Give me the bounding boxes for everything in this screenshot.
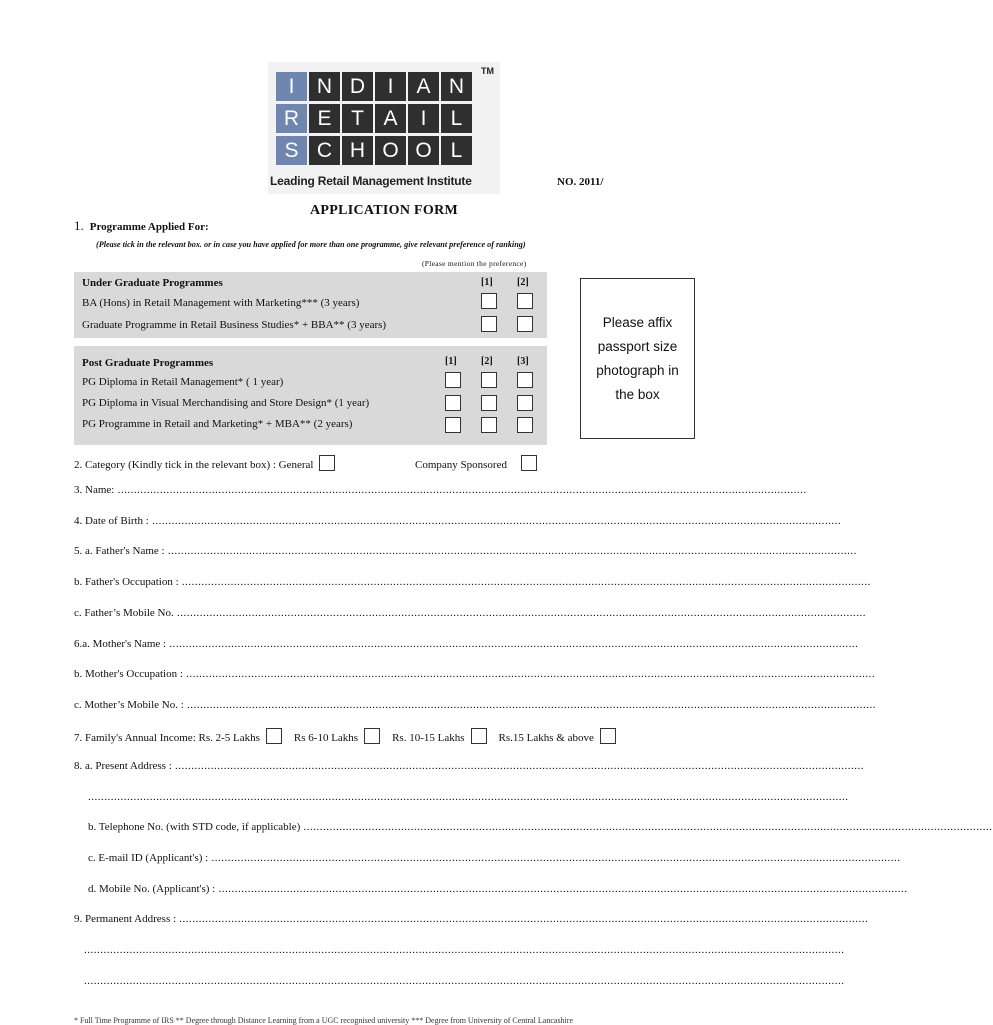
name-field[interactable] [74,484,807,496]
ug-grad-pref-1-checkbox[interactable] [481,316,497,332]
logo-letter-grid [276,72,472,165]
pg-rm-pref-3-checkbox[interactable] [517,372,533,388]
permanent-address-label: 9. Permanent Address : [74,913,177,925]
income-10-15-checkbox[interactable] [471,728,487,744]
category-label: 2. Category (Kindly tick in the relevant box) : General [74,459,314,471]
permanent-address-field[interactable] [74,913,869,925]
father-name-dotted-line: .................................................................................................................................................................................................................... [164,545,857,557]
logo-letter: I [276,72,307,101]
permanent-address-line-2[interactable] [84,944,845,956]
logo-letter: C [309,136,340,165]
father-name-field[interactable] [74,545,857,557]
ug-heading: Under Graduate Programmes [82,277,223,289]
logo-letter: L [441,136,472,165]
ug-item-graduate-programme: Graduate Programme in Retail Business Studies* + BBA** (3 years) [82,319,387,331]
present-address-dotted-line: .................................................................................................................................................................................................................... [171,760,865,772]
ug-ba-pref-2-checkbox[interactable] [517,293,533,309]
father-occupation-field[interactable] [74,576,871,588]
father-mobile-label: c. Father’s Mobile No. [74,607,174,619]
present-address-line-2[interactable] [88,791,849,803]
pg-vm-pref-1-checkbox[interactable] [445,395,461,411]
mother-name-field[interactable] [74,638,859,650]
father-name-label: 5. a. Father's Name : [74,545,165,557]
mother-mobile-field[interactable] [74,699,877,711]
pg-rm-pref-2-checkbox[interactable] [481,372,497,388]
logo-letter: I [375,72,406,101]
pg-rmk-pref-3-checkbox[interactable] [517,417,533,433]
mother-name-label: 6.a. Mother's Name : [74,638,167,650]
category-general-checkbox[interactable] [319,455,335,471]
permanent-address-dotted-line-3: .......................................................................................................................................................................................................................................... [84,975,845,987]
telephone-dotted-line: .................................................................................................................................................................................................................... [300,821,993,833]
email-label: c. E-mail ID (Applicant's) : [88,852,209,864]
father-mobile-dotted-line: .................................................................................................................................................................................................................... [173,607,866,619]
logo-letter: A [408,72,439,101]
school-logo [268,62,500,194]
pg-heading: Post Graduate Programmes [82,357,214,369]
passport-photo-box[interactable] [580,278,695,439]
logo-letter: D [342,72,373,101]
email-dotted-line: .................................................................................................................................................................................................................... [208,852,901,864]
name-dotted-line: .................................................................................................................................................................................................................... [114,484,807,496]
photo-box-instruction: Please affix passport size photograph in the box [596,314,679,402]
ug-programmes-panel [74,272,547,338]
footer-note: * Full Time Programme of IRS ** Degree through Distance Learning from a UGC recognised university *** Degree from University of Central Lancashire [74,1016,573,1025]
income-15-plus-label: Rs.15 Lakhs & above [498,732,594,744]
dob-label: 4. Date of Birth : [74,515,149,527]
pg-rmk-pref-2-checkbox[interactable] [481,417,497,433]
mother-mobile-label: c. Mother’s Mobile No. : [74,699,184,711]
category-company-checkbox[interactable] [521,455,537,471]
permanent-address-dotted-line: .................................................................................................................................................................................................................... [176,913,869,925]
present-address-dotted-line-2: .......................................................................................................................................................................................................................................... [88,791,849,803]
section-number: 1. [74,218,84,233]
telephone-label: b. Telephone No. (with STD code, if applicable) [88,821,301,833]
permanent-address-line-3[interactable] [84,975,845,987]
father-occupation-dotted-line: .................................................................................................................................................................................................................... [178,576,871,588]
logo-tagline: Leading Retail Management Institute [270,174,472,188]
trademark-mark: TM [481,66,494,76]
income-label: 7. Family's Annual Income: Rs. 2-5 Lakhs [74,732,260,744]
present-address-label: 8. a. Present Address : [74,760,172,772]
ug-grad-pref-2-checkbox[interactable] [517,316,533,332]
income-6-10-label: Rs 6-10 Lakhs [293,732,359,744]
preference-note: (Please mention the preference) [422,259,527,268]
pg-rm-pref-1-checkbox[interactable] [445,372,461,388]
logo-letter: O [408,136,439,165]
pg-item-retail-management: PG Diploma in Retail Management* ( 1 year) [82,376,284,388]
email-field[interactable] [88,852,901,864]
pg-col-2: [2] [481,356,493,367]
logo-letter: A [375,104,406,133]
income-15-plus-checkbox[interactable] [600,728,616,744]
mother-occupation-dotted-line: .................................................................................................................................................................................................................... [182,668,876,680]
pg-rmk-pref-1-checkbox[interactable] [445,417,461,433]
programme-instruction: (Please tick in the relevant box. or in case you have applied for more than one programme, give relevant preference of ranking) [96,240,526,249]
father-occupation-label: b. Father's Occupation : [74,576,179,588]
logo-letter: N [309,72,340,101]
ug-ba-pref-1-checkbox[interactable] [481,293,497,309]
pg-programmes-panel [74,346,547,445]
logo-letter: L [441,104,472,133]
category-row [74,455,341,471]
mother-name-dotted-line: .................................................................................................................................................................................................................... [166,638,859,650]
ug-item-ba-hons: BA (Hons) in Retail Management with Marketing*** (3 years) [82,297,360,309]
section-programme-heading [74,218,209,234]
logo-letter: I [408,104,439,133]
pg-vm-pref-3-checkbox[interactable] [517,395,533,411]
permanent-address-dotted-line-2: .......................................................................................................................................................................................................................................... [84,944,845,956]
dob-field[interactable] [74,515,842,527]
telephone-field[interactable] [88,821,993,833]
income-6-10-checkbox[interactable] [364,728,380,744]
pg-item-visual-merchandising: PG Diploma in Visual Merchandising and Store Design* (1 year) [82,397,370,409]
form-number: NO. 2011/ [557,176,604,188]
mobile-label: d. Mobile No. (Applicant's) : [88,883,216,895]
page-title: APPLICATION FORM [309,203,459,218]
family-income-row [74,728,622,744]
pg-item-retail-marketing: PG Programme in Retail and Marketing* + MBA** (2 years) [82,418,353,430]
income-10-15-label: Rs. 10-15 Lakhs [392,732,465,744]
present-address-field[interactable] [74,760,865,772]
name-label: 3. Name: [74,484,115,496]
category-company-label: Company Sponsored [415,459,507,471]
mother-occupation-label: b. Mother's Occupation : [74,668,183,680]
income-2-5-checkbox[interactable] [266,728,282,744]
mother-occupation-field[interactable] [74,668,876,680]
logo-letter: S [276,136,307,165]
section-label: Programme Applied For: [89,221,209,233]
logo-letter: O [375,136,406,165]
logo-letter: H [342,136,373,165]
logo-letter: T [342,104,373,133]
category-company-row [415,455,543,471]
pg-col-1: [1] [445,356,457,367]
logo-letter: R [276,104,307,133]
pg-col-3: [3] [517,356,529,367]
logo-letter: E [309,104,340,133]
logo-letter: N [441,72,472,101]
mother-mobile-dotted-line: .................................................................................................................................................................................................................... [183,699,877,711]
ug-col-2: [2] [517,277,529,288]
mobile-field[interactable] [88,883,908,895]
mobile-dotted-line: .................................................................................................................................................................................................................... [215,883,908,895]
father-mobile-field[interactable] [74,607,866,619]
ug-col-1: [1] [481,277,493,288]
pg-vm-pref-2-checkbox[interactable] [481,395,497,411]
dob-dotted-line: .................................................................................................................................................................................................................... [148,515,842,527]
